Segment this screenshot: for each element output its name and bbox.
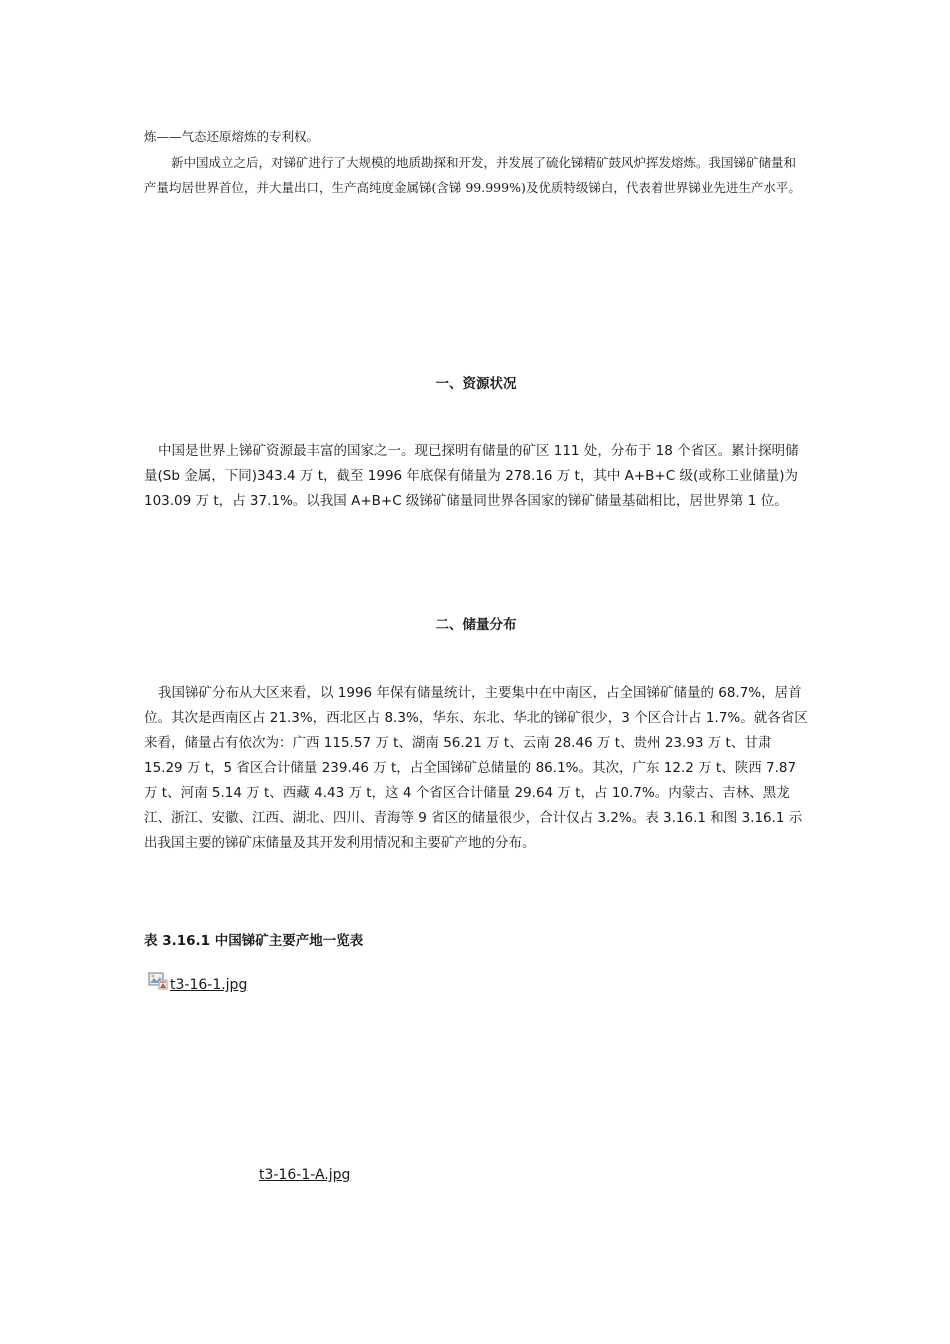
section-heading-distribution: 二、储量分布 xyxy=(435,617,517,633)
distribution-paragraph: 我国锑矿分布从大区来看，以 1996 年保有储量统计，主要集中在中南区，占全国锑矿储量的 68.7%，居首位。其次是西南区占 21.3%，西北区占 8.3%，华东、东北、华北的锑矿很少，3 个区合计占 1.7%。就各省区来看，储量占有依次为：广西 115.57 万 t、湖南 56.21 万 t、云南 28.46 万 t、贵州 23.93 万 t、甘肃 15.29 万 t，5 省区合计储量 239.46 万 t，占全国锑矿总储量的 86.1%。其次，广东 12.2 万 t、陕西 7.87 万 t、河南 5.14 万 t、西藏 4.43 万 t，这 4 个省区合计储量 29.64 万 t，占 10.7%。内蒙古、吉林、黑龙江、浙江、安徽、江西、湖北、四川、青海等 9 省区的储量很少，合计仅占 3.2%。表 3.16.1 和图 3.16.1 示出我国主要的锑矿床储量及其开发利用情况和主要矿产地的分布。 xyxy=(144,685,808,851)
section-heading-resources: 一、资源状况 xyxy=(435,376,517,392)
intro-paragraph: 新中国成立之后，对锑矿进行了大规模的地质勘探和开发，并发展了硫化锑精矿鼓风炉挥发熔炼。我国锑矿储量和产量均居世界首位，并大量出口，生产高纯度金属锑(含锑 99.999%)及优质特级锑白，代表着世界锑业先进生产水平。 xyxy=(144,155,801,195)
table-caption: 表 3.16.1 中国锑矿主要产地一览表 xyxy=(144,933,364,949)
broken-image-icon xyxy=(148,972,168,990)
image-link-t3-16-1-a[interactable]: t3-16-1-A.jpg xyxy=(259,1167,351,1183)
intro-line: 炼——气态还原熔炼的专利权。 xyxy=(144,129,320,144)
resources-paragraph: 中国是世界上锑矿资源最丰富的国家之一。现已探明有储量的矿区 111 处，分布于 18 个省区。累计探明储量(Sb 金属，下同)343.4 万 t，截至 1996 年底保有储量为 278.16 万 t，其中 A+B+C 级(或称工业储量)为 103.09 万 t，占 37.1%。以我国 A+B+C 级锑矿储量同世界各国家的锑矿储量基础相比，居世界第 1 位。 xyxy=(144,443,799,509)
image-link-t3-16-1[interactable]: t3-16-1.jpg xyxy=(170,977,248,993)
